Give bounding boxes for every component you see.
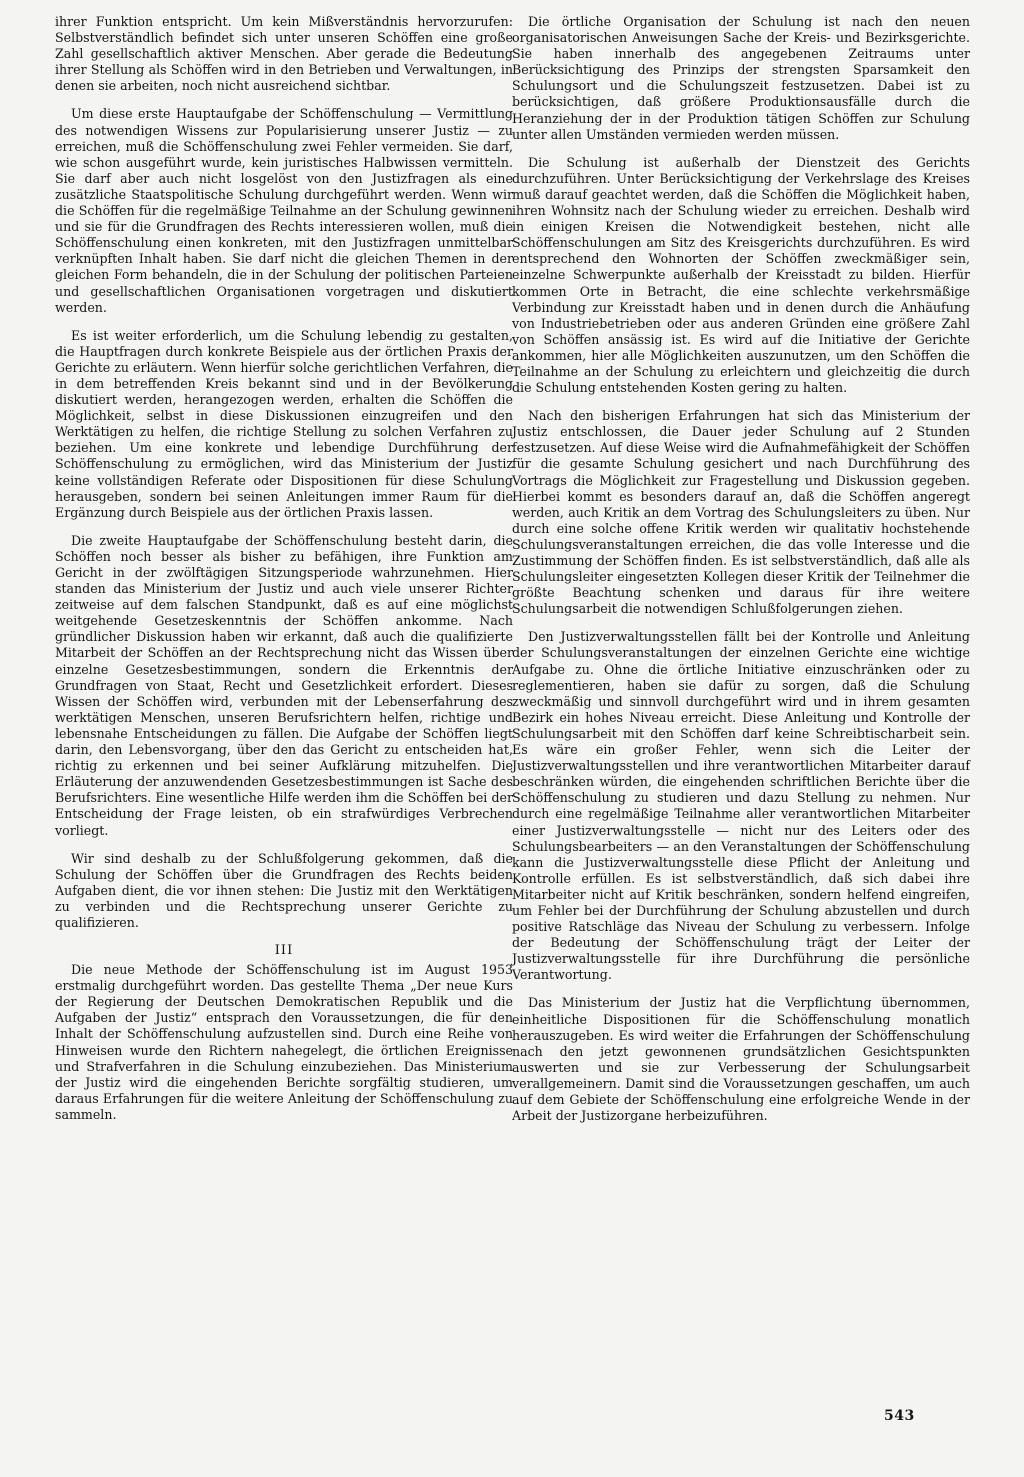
paragraph: Die Schulung ist außerhalb der Dienstzeit des Gerichts durchzuführen. Unter Berücksichtigung der Verkehrslage des Kreises muß darauf geachtet werden, daß die Schöffen die Möglichkeit haben, ihren Wohnsitz nach der Schulung wieder zu erreichen. Deshalb wird in einigen Kreisen die Notwendigkeit bestehen, nicht alle Schöffenschulungen am Sitz des Kreisgerichts durchzuführen. Es wird entsprechend den Wohnorten der Schöffen zweckmäßiger sein, einzelne Schwerpunkte außerhalb der Kreisstadt zu bilden. Hierfür kommen Orte in Betracht, die eine schlechte verkehrsmäßige Verbindung zur Kreisstadt haben und in denen durch die Anhäufung von Industriebetrieben oder aus anderen Gründen eine größere Zahl von Schöffen ansässig ist. Es wird auf die Initiative der Gerichte ankommen, hier alle Möglichkeiten auszunutzen, um den Schöffen die Teilnahme an der Schulung zu erleichtern und gleichzeitig die durch die Schulung entstehenden Kosten gering zu halten. bbox=[512, 154, 970, 396]
left-column bbox=[55, 14, 513, 1135]
section-heading: III bbox=[274, 943, 294, 959]
paragraph: Nach den bisherigen Erfahrungen hat sich das Ministerium der Justiz entschlossen, die Dauer jeder Schulung auf 2 Stunden festzusetzen. Auf diese Weise wird die Aufnahmefähigkeit der Schöffen für die gesamte Schulung gesichert und nach Durchführung des Vortrags die Möglichkeit zur Fragestellung und Diskussion gegeben. Hierbei kommt es besonders darauf an, daß die Schöffen angeregt werden, auch Kritik an dem Vortrag des Schulungsleiters zu üben. Nur durch eine solche offene Kritik werden wir qualitativ hochstehende Schulungsveranstaltungen erreichen, die das volle Interesse und die Zustimmung der Schöffen finden. Es ist selbstverständlich, daß alle als Schulungsleiter eingesetzten Kollegen dieser Kritik der Teilnehmer die größte Beachtung schenken und daraus für ihre weitere Schulungsarbeit die notwendigen Schlußfolgerungen ziehen. bbox=[512, 408, 970, 617]
paragraph: Um diese erste Hauptaufgabe der Schöffenschulung — Vermittlung des notwendigen Wissens zur Popularisierung unserer Justiz — zu erreichen, muß die Schöffenschulung zwei Fehler vermeiden. Sie darf, wie schon ausgeführt wurde, kein juristisches Halbwissen vermitteln. Sie darf aber auch nicht losgelöst von den Justizfragen als eine zusätzliche Staatspolitische Schulung durchgeführt werden. Wenn wir die Schöffen für die regelmäßige Teilnahme an der Schulung gewinnen und sie für die Grundfragen des Rechts interessieren wollen, muß die Schöffenschulung einen konkreten, mit den Justizfragen unmittelbar verknüpften Inhalt haben. Sie darf nicht die gleichen Themen in der gleichen Form behandeln, die in der Schulung der politischen Parteien und gesellschaftlichen Organisationen vorgetragen und diskutiert werden. bbox=[55, 106, 513, 315]
paragraph: Das Ministerium der Justiz hat die Verpflichtung übernommen, einheitliche Dispositionen für die Schöffenschulung monatlich herauszugeben. Es wird weiter die Erfahrungen der Schöffenschulung nach den jetzt gewonnenen grundsätzlichen Gesichtspunkten auswerten und sie zur Verbesserung der Schulungsarbeit verallgemeinern. Damit sind die Voraussetzungen geschaffen, um auch auf dem Gebiete der Schöffenschulung eine erfolgreiche Wende in der Arbeit der Justizorgane herbeizuführen. bbox=[512, 995, 970, 1124]
paragraph: Wir sind deshalb zu der Schlußfolgerung gekommen, daß die Schulung der Schöffen über die Grundfragen des Rechts beiden Aufgaben dient, die vor ihnen stehen: Die Justiz mit den Werktätigen zu verbinden und die Rechtsprechung unserer Gerichte zu qualifizieren. bbox=[55, 850, 513, 930]
paragraph: Die neue Methode der Schöffenschulung ist im August 1953 erstmalig durchgeführt worden. Das gestellte Thema „Der neue Kurs der Regierung der Deutschen Demokratischen Republik und die Aufgaben der Justiz“ entsprach den Voraussetzungen, die für den Inhalt der Schöffenschulung aufzustellen sind. Durch eine Reihe von Hinweisen wurde den Richtern nahegelegt, die örtlichen Ereignisse und Strafverfahren in die Schulung einzubeziehen. Das Ministerium der Justiz wird die eingehenden Berichte sorgfältig studieren, um daraus Erfahrungen für die weitere Anleitung der Schöffenschulung zu sammeln. bbox=[55, 962, 513, 1122]
paragraph: Die zweite Hauptaufgabe der Schöffenschulung besteht darin, die Schöffen noch besser als bisher zu befähigen, ihre Funktion am Gericht in der zwölftägigen Sitzungsperiode wahrzunehmen. Hier standen das Ministerium der Justiz und auch viele unserer Richter zeitweise auf dem falschen Standpunkt, daß es auf eine möglichst weitgehende Gesetzeskenntnis der Schöffen ankomme. Nach gründlicher Diskussion haben wir erkannt, daß auch die qualifizierte Mitarbeit der Schöffen an der Rechtsprechung nicht das Wissen über einzelne Gesetzesbestimmungen, sondern die Erkenntnis der Grundfragen von Staat, Recht und Gesetzlichkeit erfordert. Dieses Wissen der Schöffen wird, verbunden mit der Lebenserfahrung des werktätigen Menschen, unseren Berufsrichtern helfen, richtige und lebensnahe Entscheidungen zu fällen. Die Aufgabe der Schöffen liegt darin, den Lebensvorgang, über den das Gericht zu entscheiden hat, richtig zu erkennen und bei seiner Aufklärung mitzuhelfen. Die Erläuterung der anzuwendenden Gesetzesbestimmungen ist Sache des Berufsrichters. Eine wesentliche Hilfe werden ihm die Schöffen bei der Entscheidung der Frage leisten, ob ein strafwürdiges Verbrechen vorliegt. bbox=[55, 532, 513, 838]
paragraph: Die örtliche Organisation der Schulung ist nach den neuen organisatorischen Anweisungen Sache der Kreis- und Bezirksgerichte. Sie haben innerhalb des angegebenen Zeitraums unter Berücksichtigung des Prinzips der strengsten Sparsamkeit den Schulungsort und die Schulungszeit festzusetzen. Dabei ist zu berücksichtigen, daß größere Produktionsausfälle durch die Heranziehung der in der Produktion tätigen Schöffen zur Schulung unter allen Umständen vermieden werden müssen. bbox=[512, 14, 970, 142]
paragraph: Den Justizverwaltungsstellen fällt bei der Kontrolle und Anleitung der Schulungsveranstaltungen der einzelnen Gerichte eine wichtige Aufgabe zu. Ohne die örtliche Initiative einzuschränken oder zu reglementieren, haben sie dafür zu sorgen, daß die Schulung zweckmäßig und sinnvoll durchgeführt wird und in ihrem gesamten Bezirk ein hohes Niveau erreicht. Diese Anleitung und Kontrolle der Schulungsarbeit mit den Schöffen darf keine Schreibtischarbeit sein. Es wäre ein großer Fehler, wenn sich die Leiter der Justizverwaltungsstellen und ihre verantwortlichen Mitarbeiter darauf beschränken würden, die eingehenden schriftlichen Berichte über die Schöffenschulung zu studieren und dazu Stellung zu nehmen. Nur durch eine regelmäßige Teilnahme aller verantwortlichen Mitarbeiter einer Justizverwaltungsstelle — nicht nur des Leiters oder des Schulungsbearbeiters — an den Veranstaltungen der Schöffenschulung kann die Justizverwaltungsstelle diese Pflicht der Anleitung und Kontrolle erfüllen. Es ist selbstverständlich, daß sich dabei ihre Mitarbeiter nicht auf Kritik beschränken, sondern helfend eingreifen, um Fehler bei der Durchführung der Schulung abzustellen und durch positive Ratschläge das Niveau der Schulung zu verbessern. Infolge der Bedeutung der Schöffenschulung trägt der Leiter der Justizverwaltungsstelle für ihre Durchführung die persönliche Verantwortung. bbox=[512, 629, 970, 983]
page-number: 543 bbox=[884, 1408, 915, 1424]
paragraph: Es ist weiter erforderlich, um die Schulung lebendig zu gestalten, die Hauptfragen durch konkrete Beispiele aus der örtlichen Praxis der Gerichte zu erläutern. Wenn hierfür solche gerichtlichen Verfahren, die in dem betreffenden Kreis bekannt sind und in der Bevölkerung diskutiert werden, herangezogen werden, erhalten die Schöffen die Möglichkeit, selbst in diese Diskussionen einzugreifen und den Werktätigen zu helfen, die richtige Stellung zu solchen Verfahren zu beziehen. Um eine konkrete und lebendige Durchführung der Schöffenschulung zu ermöglichen, wird das Ministerium der Justiz keine vollständigen Referate oder Dispositionen für diese Schulung herausgeben, sondern bei seinen Anleitungen immer Raum für die Ergänzung durch Beispiele aus der örtlichen Praxis lassen. bbox=[55, 327, 513, 520]
right-column bbox=[512, 14, 970, 1136]
paragraph: ihrer Funktion entspricht. Um kein Mißverständnis hervorzurufen: Selbstverständlich befindet sich unter unseren Schöffen eine große Zahl gesellschaftlich aktiver Menschen. Aber gerade die Bedeutung ihrer Stellung als Schöffen wird in den Betrieben und Verwaltungen, in denen sie arbeiten, noch nicht ausreichend sichtbar. bbox=[55, 14, 513, 94]
